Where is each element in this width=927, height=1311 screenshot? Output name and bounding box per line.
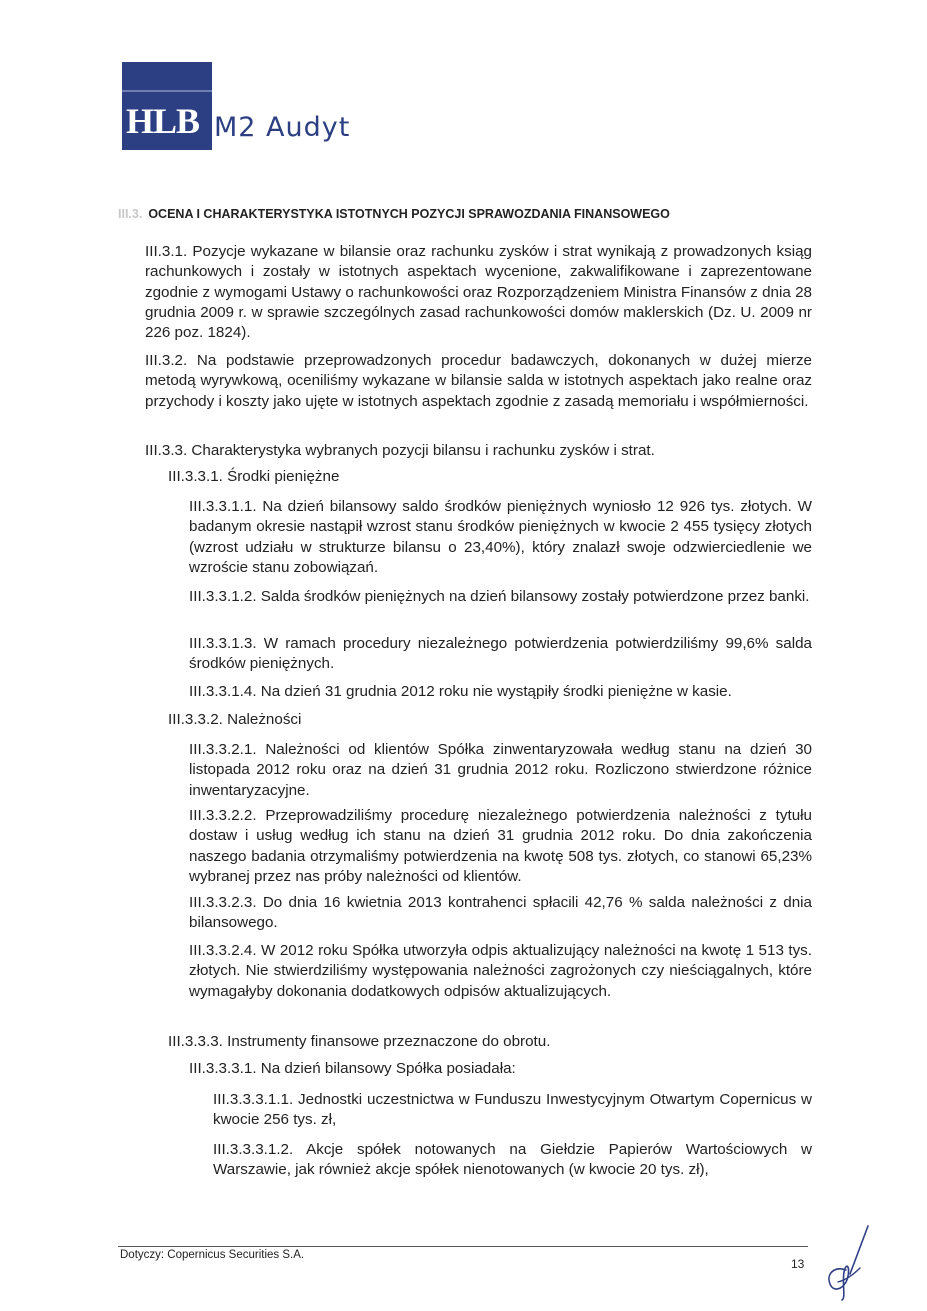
subheading-3-3-3: III.3.3.3. Instrumenty finansowe przeznaczone do obrotu. bbox=[168, 1033, 551, 1050]
logo-mark-text: HLB bbox=[126, 101, 200, 141]
logo-company-name: M2 Audyt bbox=[214, 112, 351, 143]
subheading-3-3-2: III.3.3.2. Należności bbox=[168, 711, 302, 728]
footer-text: Dotyczy: Copernicus Securities S.A. bbox=[120, 1249, 305, 1261]
signature-icon bbox=[816, 1222, 876, 1302]
footer-divider bbox=[118, 1246, 808, 1247]
paragraph-3-3-2-1: III.3.3.2.1. Należności od klientów Spółka zinwentaryzowała według stanu na dzień 30 listopada 2012 roku oraz na dzień 31 grudnia 2012 roku. Rozliczono stwierdzone różnice inwentaryzacyjne. bbox=[189, 741, 812, 799]
paragraph-3-3-2-2: III.3.3.2.2. Przeprowadziliśmy procedurę niezależnego potwierdzenia należności z tytułu dostaw i usług według ich stanu na dzień 31 grudnia 2012 roku. Do dnia zakończenia naszego badania otrzymaliśmy potwierdzenia na kwotę 508 tys. złotych, co stanowi 65,23% wybranej przez nas próby należności od klientów. bbox=[189, 807, 812, 885]
paragraph-3-3-1-1: III.3.3.1.1. Na dzień bilansowy saldo środków pieniężnych wyniosło 12 926 tys. złotych. W badanym okresie nastąpił wzrost stanu środków pieniężnych w kwocie 2 455 tysięcy złotych (wzrost udziału w strukturze bilansu o 23,40%), który znalazł swoje odzwierciedlenie we wzroście stanu zobowiązań. bbox=[189, 498, 812, 576]
paragraph-3-3-3-1: III.3.3.3.1. Na dzień bilansowy Spółka posiadała: bbox=[189, 1060, 516, 1077]
paragraph-3-3-3-1-2: III.3.3.3.1.2. Akcje spółek notowanych na Giełdzie Papierów Wartościowych w Warszawie, jak również akcje spółek nienotowanych (w kwocie 20 tys. zł), bbox=[213, 1141, 812, 1179]
paragraph-3-3-1-2: III.3.3.1.2. Salda środków pieniężnych na dzień bilansowy zostały potwierdzone przez banki. bbox=[189, 588, 810, 605]
paragraph-3-3-2-4: III.3.3.2.4. W 2012 roku Spółka utworzyła odpis aktualizujący należności na kwotę 1 513 tys. złotych. Nie stwierdziliśmy występowania należności zagrożonych czy nieściągalnych, które wymagałyby dokonania dodatkowych odpisów aktualizujących. bbox=[189, 942, 812, 1000]
logo-mark bbox=[122, 62, 212, 150]
paragraph-3-3-3-1-1: III.3.3.3.1.1. Jednostki uczestnictwa w Funduszu Inwestycyjnym Otwartym Copernicus w kwocie 256 tys. zł, bbox=[213, 1091, 812, 1129]
section-heading bbox=[118, 207, 670, 221]
paragraph-3-3-1-3: III.3.3.1.3. W ramach procedury niezależnego potwierdzenia potwierdziliśmy 99,6% salda środków pieniężnych. bbox=[189, 635, 812, 673]
paragraph-3-3-2-3: III.3.3.2.3. Do dnia 16 kwietnia 2013 kontrahenci spłacili 42,76 % salda należności z dnia bilansowego. bbox=[189, 894, 812, 932]
section-number: III.3. bbox=[118, 207, 143, 221]
subheading-3-3-1: III.3.3.1. Środki pieniężne bbox=[168, 468, 340, 485]
paragraph-3-1: III.3.1. Pozycje wykazane w bilansie oraz rachunku zysków i strat wynikają z prowadzonych ksiąg rachunkowych i zostały w istotnych aspektach wycenione, zakwalifikowane i zaprezentowane zgodnie z wymogami Ustawy o rachunkowości oraz Rozporządzeniem Ministra Finansów z dnia 28 grudnia 2009 r. w sprawie szczególnych zasad rachunkowości domów maklerskich (Dz. U. 2009 nr 226 poz. 1824). bbox=[145, 243, 812, 342]
section-title: OCENA I CHARAKTERYSTYKA ISTOTNYCH POZYCJI SPRAWOZDANIA FINANSOWEGO bbox=[148, 207, 670, 221]
paragraph-3-2: III.3.2. Na podstawie przeprowadzonych procedur badawczych, dokonanych w dużej mierze metodą wyrywkową, oceniliśmy wykazane w bilansie salda w istotnych aspektach jako realne oraz przychody i koszty jako ujęte w istotnych aspektach zgodnie z zasadą memoriału i współmierności. bbox=[145, 352, 812, 410]
page-number: 13 bbox=[791, 1257, 805, 1271]
company-logo bbox=[122, 62, 382, 152]
paragraph-3-3-1-4: III.3.3.1.4. Na dzień 31 grudnia 2012 roku nie wystąpiły środki pieniężne w kasie. bbox=[189, 683, 732, 700]
paragraph-3-3: III.3.3. Charakterystyka wybranych pozycji bilansu i rachunku zysków i strat. bbox=[145, 442, 655, 459]
